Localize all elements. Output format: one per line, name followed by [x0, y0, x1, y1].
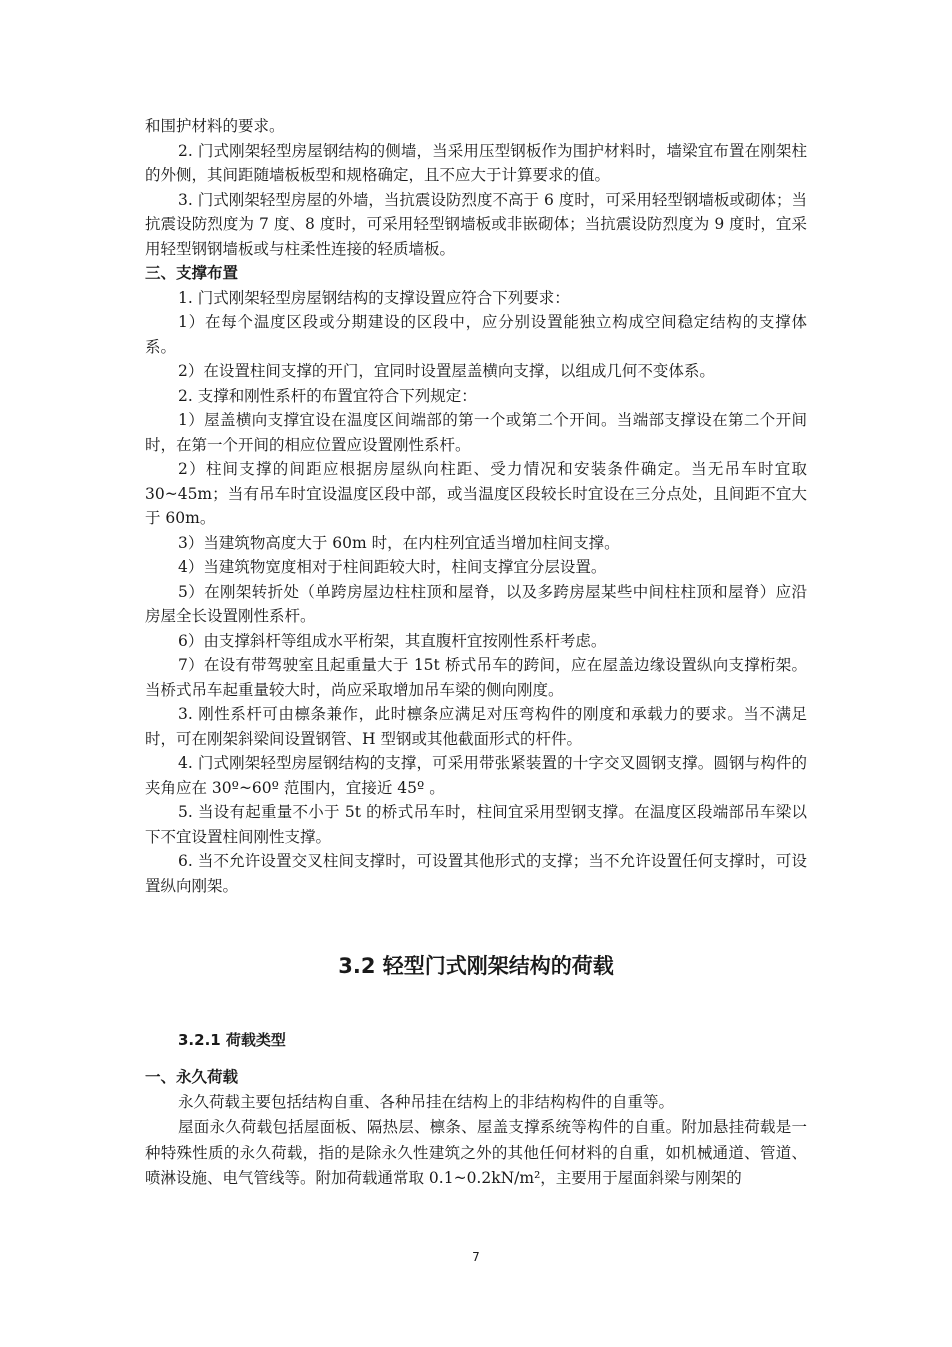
paragraph: 6）由支撑斜杆等组成水平桁架，其直腹杆宜按刚性系杆考虑。	[178, 631, 607, 650]
body-text-upper	[145, 114, 807, 898]
body-text-lower	[145, 1065, 807, 1192]
section-heading: 一、永久荷载	[145, 1068, 239, 1086]
paragraph: 5. 当设有起重量不小于 5t 的桥式吊车时，柱间宜采用型钢支撑。在温度区段端部吊车梁以下不宜设置柱间刚性支撑。	[145, 803, 807, 846]
paragraph: 3）当建筑物高度大于 60m 时，在内柱列宜适当增加柱间支撑。	[178, 533, 620, 552]
chapter-heading: 3.2 轻型门式刚架结构的荷载	[338, 954, 614, 978]
paragraph: 屋面永久荷载包括屋面板、隔热层、檩条、屋盖支撑系统等构件的自重。附加悬挂荷载是一种特殊性质的永久荷载，指的是除永久性建筑之外的其他任何材料的自重，如机械通道、管道、喷淋设施、电气管线等。附加荷载通常取 0.1~0.2kN/m²，主要用于屋面斜梁与刚架的	[145, 1118, 807, 1187]
paragraph: 2）在设置柱间支撑的开门，宜同时设置屋盖横向支撑，以组成几何不变体系。	[178, 362, 715, 380]
paragraph: 3. 刚性系杆可由檩条兼作，此时檩条应满足对压弯构件的刚度和承载力的要求。当不满足时，可在刚架斜梁间设置钢管、H 型钢或其他截面形式的杆件。	[145, 705, 807, 748]
paragraph: 6. 当不允许设置交叉柱间支撑时，可设置其他形式的支撑；当不允许设置任何支撑时，可设置纵向刚架。	[145, 852, 807, 895]
paragraph: 1）屋盖横向支撑宜设在温度区间端部的第一个或第二个开间。当端部支撑设在第二个开间时，在第一个开间的相应位置应设置刚性系杆。	[145, 411, 807, 454]
paragraph: 3. 门式刚架轻型房屋的外墙，当抗震设防烈度不高于 6 度时，可采用轻型钢墙板或砌体；当抗震设防烈度为 7 度、8 度时，可采用轻型钢墙板或非嵌砌体；当抗震设防烈度为 9 度时，宜采用轻型钢钢墙板或与柱柔性连接的轻质墙板。	[145, 190, 807, 258]
subsection-heading: 3.2.1 荷载类型	[178, 1031, 286, 1049]
paragraph: 2）柱间支撑的间距应根据房屋纵向柱距、受力情况和安装条件确定。当无吊车时宜取 30~45m；当有吊车时宜设温度区段中部，或当温度区段较长时宜设在三分点处，且间距不宜大于 60m。	[145, 460, 807, 527]
paragraph: 2. 支撑和刚性系杆的布置宜符合下列规定：	[178, 386, 477, 405]
paragraph: 7）在设有带驾驶室且起重量大于 15t 桥式吊车的跨间，应在屋盖边缘设置纵向支撑桁架。当桥式吊车起重量较大时，尚应采取增加吊车梁的侧向刚度。	[145, 656, 807, 699]
section-heading: 三、支撑布置	[145, 264, 239, 282]
paragraph: 4. 门式刚架轻型房屋钢结构的支撑，可采用带张紧装置的十字交叉圆钢支撑。圆钢与构件的夹角应在 30º~60º 范围内，宜接近 45º 。	[145, 754, 807, 797]
paragraph: 2. 门式刚架轻型房屋钢结构的侧墙，当采用压型钢板作为围护材料时，墙梁宜布置在刚架柱的外侧，其间距随墙板板型和规格确定，且不应大于计算要求的值。	[145, 141, 807, 184]
page-number: 7	[472, 1250, 480, 1264]
paragraph: 和围护材料的要求。	[145, 117, 285, 135]
paragraph: 4）当建筑物宽度相对于柱间距较大时，柱间支撑宜分层设置。	[178, 558, 607, 576]
paragraph: 1. 门式刚架轻型房屋钢结构的支撑设置应符合下列要求：	[178, 288, 570, 307]
paragraph: 1）在每个温度区段或分期建设的区段中，应分别设置能独立构成空间稳定结构的支撑体系。	[145, 313, 807, 356]
paragraph: 5）在刚架转折处（单跨房屋边柱柱顶和屋脊，以及多跨房屋某些中间柱柱顶和屋脊）应沿房屋全长设置刚性系杆。	[145, 582, 807, 625]
paragraph: 永久荷载主要包括结构自重、各种吊挂在结构上的非结构构件的自重等。	[178, 1092, 675, 1111]
